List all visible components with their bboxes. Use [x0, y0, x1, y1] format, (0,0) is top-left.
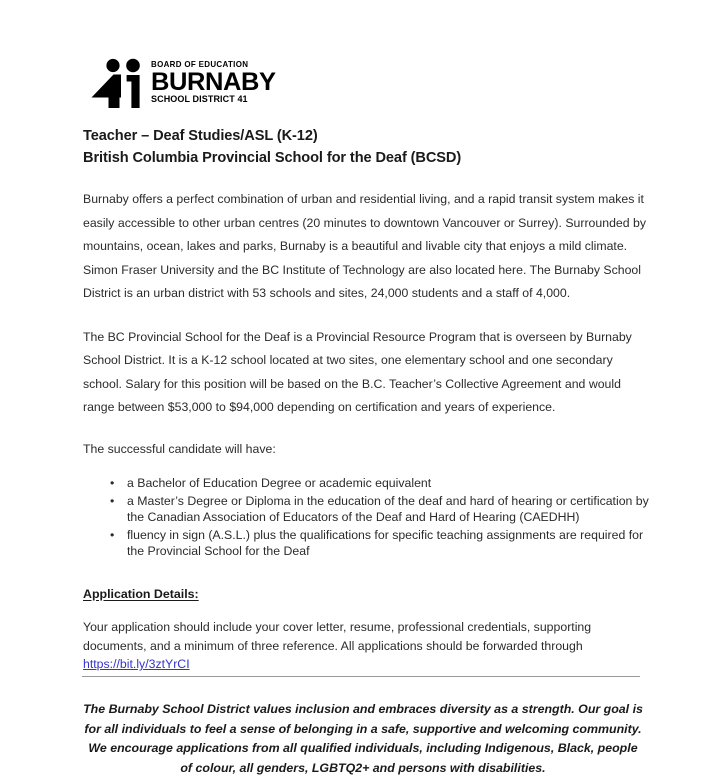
burnaby-school-district-logo [88, 58, 276, 108]
bullet-icon: • [110, 527, 115, 542]
footer-divider [82, 676, 640, 677]
page-title-line-1: Teacher – Deaf Studies/ASL (K-12) [83, 128, 318, 144]
logo-wordmark [151, 60, 276, 105]
list-item [83, 475, 649, 492]
logo-burnaby: BURNABY [151, 67, 276, 96]
bullet-icon: • [110, 476, 115, 490]
application-link[interactable]: https://bit.ly/3ztYrCI [83, 657, 190, 672]
page-title-line-2: British Columbia Provincial School for the Deaf (BCSD) [83, 149, 462, 166]
school-paragraph: The BC Provincial School for the Deaf is a Provincial Resource Program that is overseen by Burnaby School District. It is a K-12 school located at two sites, one elementary school and one secondary school. Salary for this position will be based on the B.C. Teacher’s Collective Agreement and would range between $53,000 to $94,000 depending on certification and years of experience. [83, 329, 632, 414]
list-item-text: a Bachelor of Education Degree or academic equivalent [127, 476, 432, 490]
bullet-icon: • [110, 493, 115, 508]
two-figures-41-logo-icon [88, 58, 146, 108]
list-item-text: fluency in sign (A.S.L.) plus the qualifications for specific teaching assignments are required for the Provincial School for the Deaf [127, 527, 644, 559]
intro-paragraph: Burnaby offers a perfect combination of urban and residential living, and a rapid transit system makes it easily accessible to other urban centres (20 minutes to downtown Vancouver or Surrey). Surrounded by mountains, ocean, lakes and parks, Burnaby is a beautiful and livable city that enjoys a mild climate. Simon Fraser University and the BC Institute of Technology are also located here. The Burnaby School District is an urban district with 53 schools and sites, 24,000 students and a staff of 4,000. [83, 192, 646, 300]
requirements-list [83, 475, 649, 560]
logo-school-district-41: SCHOOL DISTRICT 41 [151, 94, 248, 105]
list-item [83, 527, 649, 560]
list-item-text: a Master’s Degree or Diploma in the education of the deaf and hard of hearing or certification by the Canadian Association of Educators of the Deaf and Hard of Hearing (CAEDHH) [127, 493, 649, 525]
application-instructions-text: Your application should include your cover letter, resume, professional credentials, supporting documents, and a minimum of three reference. All applications should be forwarded through [83, 619, 592, 653]
logo-board-of-education: BOARD OF EDUCATION [151, 60, 249, 70]
page-title [83, 126, 663, 169]
list-item [83, 493, 649, 526]
requirements-lead-in: The successful candidate will have: [83, 441, 276, 456]
application-instructions [83, 618, 649, 674]
document-body [83, 188, 649, 674]
application-details-heading: Application Details: [83, 586, 199, 601]
diversity-statement: The Burnaby School District values inclusion and embraces diversity as a strength. Our goal is for all individuals to feel a sense of belonging in a safe, supportive and welcoming community. We encourage applications from all qualified individuals, including Indigenous, Black, people of colour, all genders, LGBTQ2+ and persons with disabilities. [83, 702, 643, 775]
